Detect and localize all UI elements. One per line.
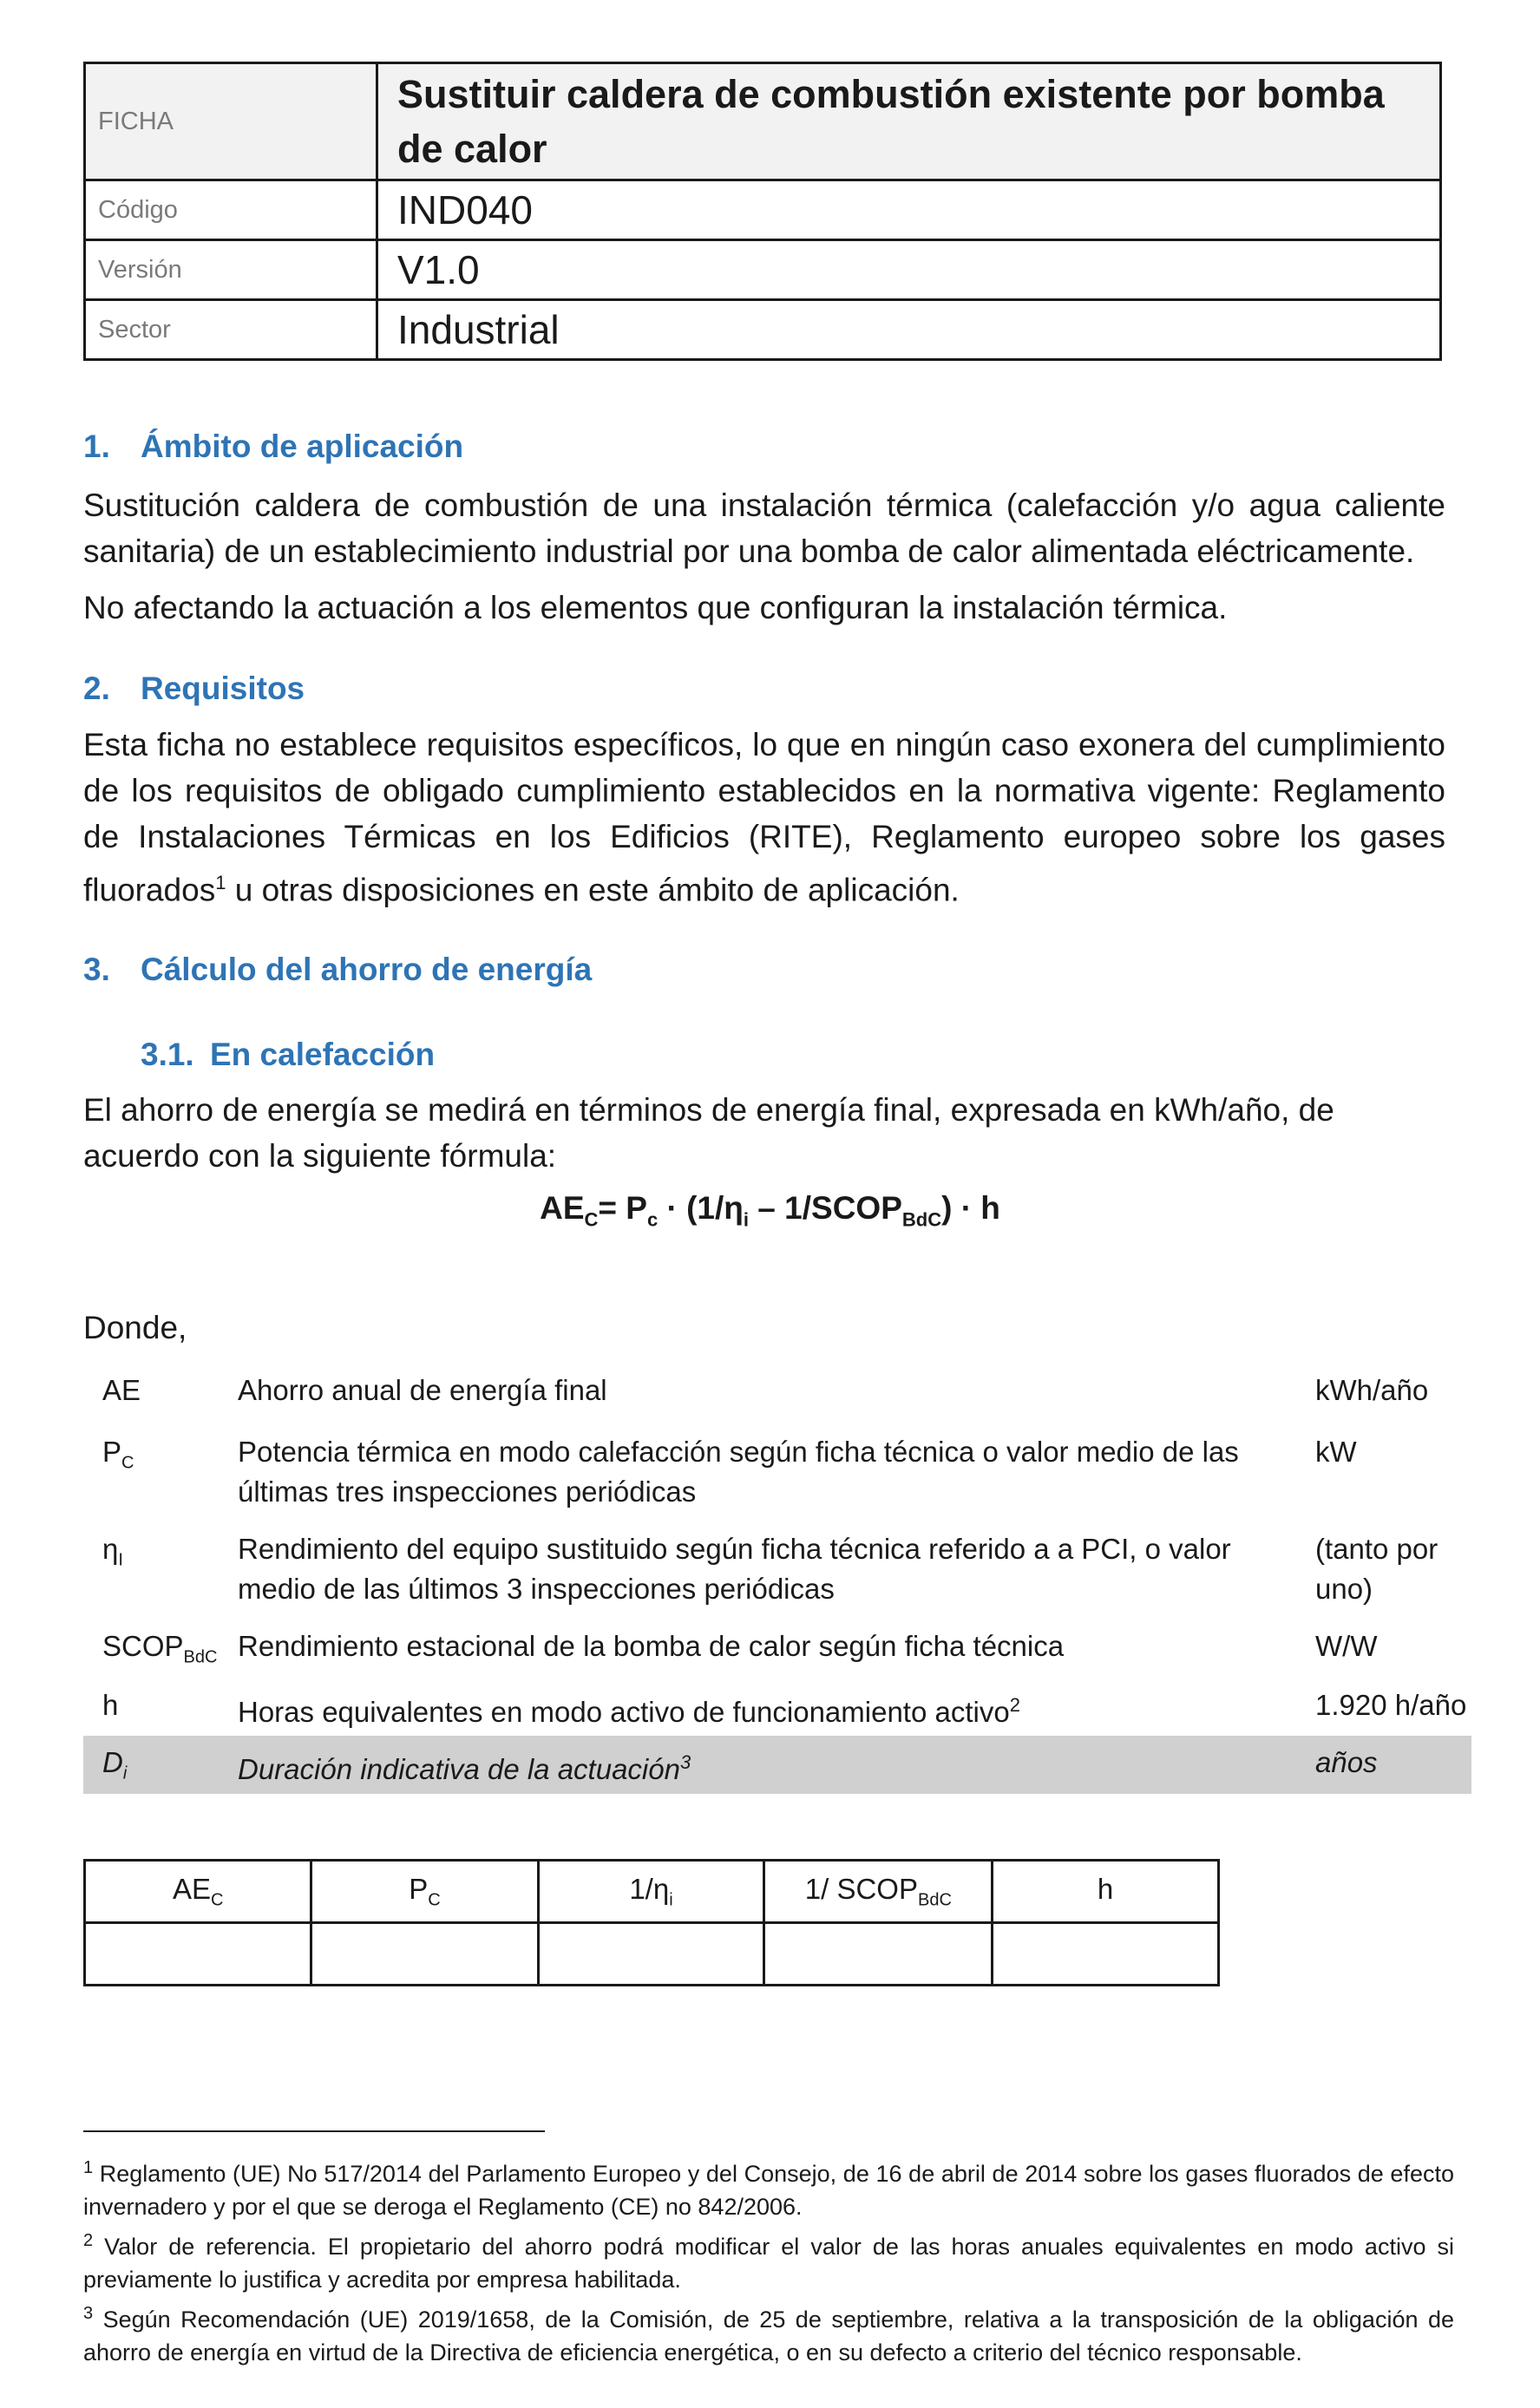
subsection-heading: En calefacción <box>210 1037 436 1072</box>
def-description: Ahorro anual de energía final <box>238 1374 607 1406</box>
footnote-2: $^2$ Valor de referencia. El propietario del ahorro podrá modificar el valor de las horas anuales equivalentes en modo activo si previamente lo justifica y acredita por empresa habilitada. <box>83 2231 1454 2293</box>
version-label: Versión <box>85 240 377 300</box>
ficha-title: Sustituir caldera de combustión existente por bomba de calor <box>377 63 1441 180</box>
donde-label: Donde, <box>83 1310 187 1345</box>
formula-pc-sub: c <box>646 1208 659 1231</box>
values-header-row <box>85 1861 1219 1923</box>
def-description: Rendimiento del equipo sustituido según ficha técnica referido a a PCI, o valor medio de las últimos 3 inspecciones periódicas <box>238 1532 1231 1605</box>
def-description: Rendimiento estacional de la bomba de calor según ficha técnica <box>238 1629 1065 1662</box>
formula-eta-sub: i <box>743 1208 750 1231</box>
definition-row-eta <box>83 1522 1471 1620</box>
energy-formula <box>0 1190 1540 1231</box>
def-symbol: $D_i$ <box>83 1736 238 1794</box>
def-description: Horas equivalentes en modo activo de funcionamiento activo$^2$ <box>238 1693 1020 1728</box>
value-cell <box>85 1923 311 1986</box>
footnote-ref-2: 2 <box>1009 1693 1020 1716</box>
def-symbol: $\eta_I$ <box>102 1532 123 1570</box>
def-unit: (tanto por uno) <box>1315 1532 1438 1605</box>
definition-row-ae <box>83 1362 1471 1422</box>
header-pc: $P_C$ <box>311 1861 538 1923</box>
section1-number: 1. <box>83 429 110 464</box>
values-data-row <box>85 1923 1219 1986</box>
section3-number: 3. <box>83 952 110 987</box>
ficha-row-sector <box>85 300 1441 360</box>
formula-scop-sub: BdC <box>901 1208 942 1231</box>
values-table <box>83 1859 1220 1986</box>
codigo-value: IND040 <box>377 180 1441 240</box>
formula-eq: = P <box>598 1190 647 1226</box>
def-unit: kWh/año <box>1315 1374 1429 1406</box>
version-value: V1.0 <box>377 240 1441 300</box>
def-symbol: $P_C$ <box>102 1435 134 1473</box>
ficha-row-version <box>85 240 1441 300</box>
formula-eta: · (1/η <box>658 1190 744 1226</box>
section1-paragraph2: No afectando la actuación a los elementos que configuran la instalación térmica. <box>83 590 1228 625</box>
subsection-number: 3.1. <box>141 1037 194 1072</box>
def-symbol: h <box>102 1688 119 1721</box>
formula-scop: – 1/SCOP <box>749 1190 902 1226</box>
sector-label: Sector <box>85 300 377 360</box>
header-h: h <box>993 1861 1219 1923</box>
definition-row-scop <box>83 1620 1471 1678</box>
ficha-label: FICHA <box>85 63 377 180</box>
def-symbol: AE <box>102 1374 141 1406</box>
def-description: Potencia térmica en modo calefacción según ficha técnica o valor medio de las últimas tres inspecciones periódicas <box>238 1435 1239 1508</box>
formula-end: ) · h <box>941 1190 1000 1226</box>
header-scop: 1/ $SCOP_{BdC}$ <box>764 1861 993 1923</box>
definitions-table <box>83 1362 1471 1794</box>
value-cell <box>993 1923 1219 1986</box>
value-cell <box>311 1923 538 1986</box>
def-description: Duración indicativa de la actuación$^3$ <box>238 1736 1314 1794</box>
def-unit: W/W <box>1315 1629 1378 1662</box>
ficha-title-row <box>85 63 1441 180</box>
section1-heading: Ámbito de aplicación <box>141 429 464 464</box>
section2-number: 2. <box>83 671 110 706</box>
footnote-ref-1: 1 <box>215 872 226 893</box>
definition-row-di <box>83 1736 1471 1794</box>
ficha-header-table <box>83 62 1442 361</box>
header-aec: $AE_C$ <box>85 1861 311 1923</box>
section2-paragraph <box>83 722 1445 913</box>
formula-ae-sub: C <box>584 1208 599 1231</box>
formula-ae: AE <box>540 1190 585 1226</box>
footnote-1: $^1$ Reglamento (UE) No 517/2014 del Parlamento Europeo y del Consejo, de 16 de abril de 2014 sobre los gases fluorados de efecto invernadero y por el que se deroga el Reglamento (CE) no 842/2006. <box>83 2158 1454 2220</box>
def-unit: kW <box>1315 1435 1357 1468</box>
section2-heading: Requisitos <box>141 671 305 706</box>
footnote-3: $^3$ Según Recomendación (UE) 2019/1658, de la Comisión, de 25 de septiembre, relativa a la transposición de la obligación de ahorro de energía en virtud de la Directiva de eficiencia energética, o en su defecto a criterio del técnico responsable. <box>83 2304 1454 2365</box>
codigo-label: Código <box>85 180 377 240</box>
definition-row-pc <box>83 1422 1471 1522</box>
sector-value: Industrial <box>377 300 1441 360</box>
def-symbol: $SCOP_{BdC}$ <box>102 1629 218 1667</box>
section3-heading: Cálculo del ahorro de energía <box>141 952 593 987</box>
footnote-separator <box>83 2130 545 2132</box>
def-unit: 1.920 h/año <box>1315 1688 1467 1721</box>
section2-text-a: Esta ficha no establece requisitos específicos, lo que en ningún caso exonera del cumplimiento de los requisitos de obligado cumplimiento establecidos en la normativa vigente: Reglamento de Instalaciones Térmicas en los Edificios (RITE), Reglamento europeo sobre los gases fluorados <box>83 727 1445 908</box>
value-cell <box>538 1923 764 1986</box>
header-eta: $1/\eta_i$ <box>538 1861 764 1923</box>
definition-row-h <box>83 1678 1471 1737</box>
ficha-row-codigo <box>85 180 1441 240</box>
section3-intro: El ahorro de energía se medirá en términos de energía final, expresada en kWh/año, de acuerdo con la siguiente fórmula: <box>83 1092 1334 1174</box>
def-unit: años <box>1314 1736 1471 1794</box>
section1-paragraph1: Sustitución caldera de combustión de una instalación térmica (calefacción y/o agua caliente sanitaria) de un establecimiento industrial por una bomba de calor alimentada eléctricamente. <box>83 487 1445 569</box>
value-cell <box>764 1923 993 1986</box>
footnote-ref-3: 3 <box>679 1751 691 1774</box>
section2-text-b: u otras disposiciones en este ámbito de aplicación. <box>226 872 960 908</box>
